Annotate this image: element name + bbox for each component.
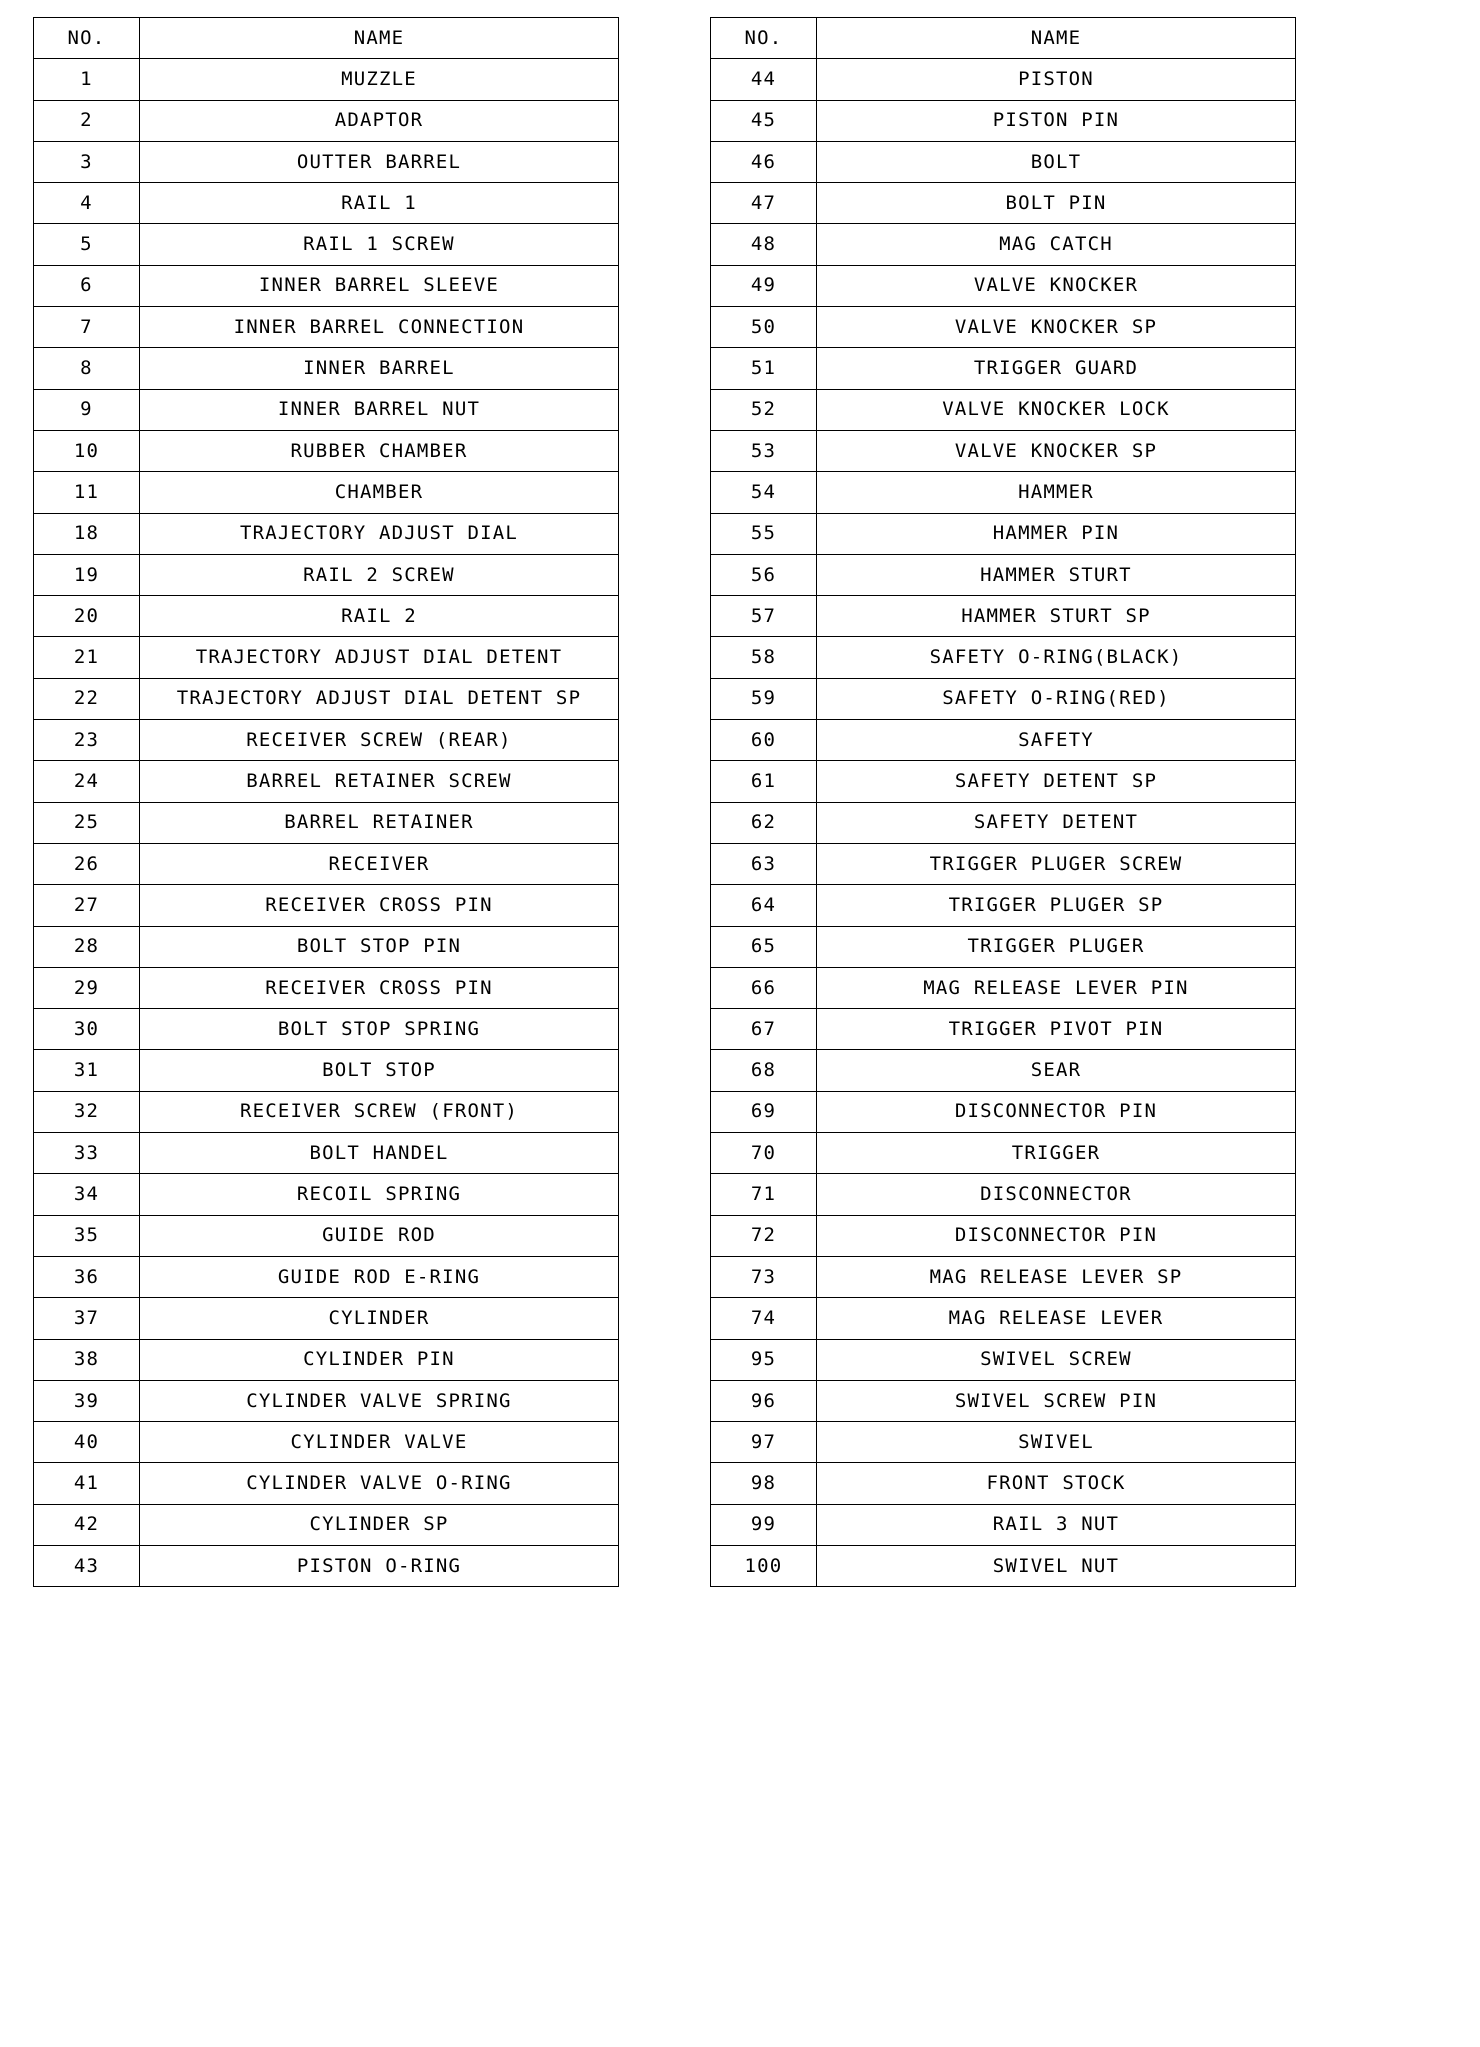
- table-row: [711, 59, 1296, 100]
- cell-no: 60: [711, 720, 817, 761]
- cell-name: RAIL 3 NUT: [817, 1504, 1296, 1545]
- table-row: [711, 1298, 1296, 1339]
- cell-no: 57: [711, 596, 817, 637]
- table-row: [711, 1463, 1296, 1504]
- cell-no: 2: [34, 100, 140, 141]
- table-row: [711, 472, 1296, 513]
- cell-no: 22: [34, 678, 140, 719]
- cell-no: 39: [34, 1380, 140, 1421]
- table-row: [34, 348, 619, 389]
- cell-name: TRAJECTORY ADJUST DIAL DETENT: [140, 637, 619, 678]
- cell-no: 29: [34, 967, 140, 1008]
- cell-name: TRIGGER: [817, 1133, 1296, 1174]
- table-row: [34, 1091, 619, 1132]
- cell-no: 50: [711, 307, 817, 348]
- cell-no: 18: [34, 513, 140, 554]
- cell-name: RAIL 1 SCREW: [140, 224, 619, 265]
- cell-name: SAFETY DETENT: [817, 802, 1296, 843]
- cell-name: MAG RELEASE LEVER PIN: [817, 967, 1296, 1008]
- cell-name: SAFETY DETENT SP: [817, 761, 1296, 802]
- table-row: [34, 307, 619, 348]
- table-row: [34, 1463, 619, 1504]
- column-header-name: NAME: [140, 18, 619, 59]
- table-row: [34, 554, 619, 595]
- cell-name: TRIGGER PLUGER: [817, 926, 1296, 967]
- table-header-row: [34, 18, 619, 59]
- cell-name: INNER BARREL NUT: [140, 389, 619, 430]
- cell-name: SWIVEL NUT: [817, 1545, 1296, 1586]
- cell-no: 21: [34, 637, 140, 678]
- cell-no: 68: [711, 1050, 817, 1091]
- cell-name: SAFETY O-RING(BLACK): [817, 637, 1296, 678]
- cell-no: 40: [34, 1422, 140, 1463]
- cell-no: 65: [711, 926, 817, 967]
- table-row: [711, 678, 1296, 719]
- table-row: [711, 1009, 1296, 1050]
- table-row: [711, 761, 1296, 802]
- cell-name: HAMMER: [817, 472, 1296, 513]
- table-row: [34, 1050, 619, 1091]
- cell-name: RECEIVER SCREW (REAR): [140, 720, 619, 761]
- cell-name: PISTON O-RING: [140, 1545, 619, 1586]
- cell-name: DISCONNECTOR PIN: [817, 1215, 1296, 1256]
- table-row: [711, 720, 1296, 761]
- table-row: [34, 967, 619, 1008]
- cell-name: GUIDE ROD E-RING: [140, 1256, 619, 1297]
- cell-no: 95: [711, 1339, 817, 1380]
- cell-no: 63: [711, 843, 817, 884]
- cell-name: HAMMER STURT SP: [817, 596, 1296, 637]
- cell-name: BARREL RETAINER: [140, 802, 619, 843]
- table-row: [34, 265, 619, 306]
- cell-no: 56: [711, 554, 817, 595]
- cell-no: 61: [711, 761, 817, 802]
- cell-no: 1: [34, 59, 140, 100]
- table-row: [34, 1298, 619, 1339]
- table-row: [711, 100, 1296, 141]
- left-parts-table-body: [34, 18, 619, 1587]
- table-header-row: [711, 18, 1296, 59]
- cell-name: TRIGGER PIVOT PIN: [817, 1009, 1296, 1050]
- table-row: [34, 926, 619, 967]
- cell-no: 23: [34, 720, 140, 761]
- table-row: [711, 843, 1296, 884]
- table-row: [34, 224, 619, 265]
- cell-name: DISCONNECTOR PIN: [817, 1091, 1296, 1132]
- cell-no: 74: [711, 1298, 817, 1339]
- cell-name: SAFETY O-RING(RED): [817, 678, 1296, 719]
- table-row: [34, 1504, 619, 1545]
- cell-no: 3: [34, 141, 140, 182]
- cell-name: BARREL RETAINER SCREW: [140, 761, 619, 802]
- table-row: [711, 926, 1296, 967]
- right-parts-table: [710, 17, 1296, 1587]
- cell-no: 6: [34, 265, 140, 306]
- cell-name: SEAR: [817, 1050, 1296, 1091]
- cell-name: RAIL 2 SCREW: [140, 554, 619, 595]
- cell-name: MAG RELEASE LEVER SP: [817, 1256, 1296, 1297]
- cell-name: VALVE KNOCKER SP: [817, 430, 1296, 471]
- table-row: [711, 1380, 1296, 1421]
- table-row: [711, 1215, 1296, 1256]
- cell-no: 66: [711, 967, 817, 1008]
- cell-no: 42: [34, 1504, 140, 1545]
- cell-no: 54: [711, 472, 817, 513]
- cell-no: 35: [34, 1215, 140, 1256]
- cell-name: PISTON PIN: [817, 100, 1296, 141]
- table-row: [34, 637, 619, 678]
- table-row: [34, 1339, 619, 1380]
- cell-name: RECEIVER CROSS PIN: [140, 967, 619, 1008]
- table-row: [711, 1091, 1296, 1132]
- table-row: [34, 1009, 619, 1050]
- table-row: [34, 678, 619, 719]
- cell-no: 4: [34, 183, 140, 224]
- cell-name: HAMMER STURT: [817, 554, 1296, 595]
- table-row: [34, 802, 619, 843]
- cell-name: PISTON: [817, 59, 1296, 100]
- cell-no: 8: [34, 348, 140, 389]
- table-row: [34, 720, 619, 761]
- cell-no: 64: [711, 885, 817, 926]
- cell-name: MAG CATCH: [817, 224, 1296, 265]
- cell-no: 53: [711, 430, 817, 471]
- cell-no: 49: [711, 265, 817, 306]
- table-row: [711, 1050, 1296, 1091]
- cell-no: 47: [711, 183, 817, 224]
- cell-no: 36: [34, 1256, 140, 1297]
- cell-name: BOLT STOP PIN: [140, 926, 619, 967]
- table-row: [711, 1256, 1296, 1297]
- table-row: [711, 1174, 1296, 1215]
- cell-no: 19: [34, 554, 140, 595]
- table-row: [34, 1133, 619, 1174]
- table-row: [711, 513, 1296, 554]
- table-row: [711, 348, 1296, 389]
- table-row: [711, 1133, 1296, 1174]
- table-row: [34, 389, 619, 430]
- cell-name: RECEIVER CROSS PIN: [140, 885, 619, 926]
- cell-no: 26: [34, 843, 140, 884]
- cell-name: GUIDE ROD: [140, 1215, 619, 1256]
- cell-no: 62: [711, 802, 817, 843]
- cell-no: 28: [34, 926, 140, 967]
- table-row: [34, 513, 619, 554]
- cell-name: MAG RELEASE LEVER: [817, 1298, 1296, 1339]
- cell-name: CYLINDER VALVE: [140, 1422, 619, 1463]
- cell-no: 32: [34, 1091, 140, 1132]
- cell-name: INNER BARREL: [140, 348, 619, 389]
- cell-no: 9: [34, 389, 140, 430]
- cell-no: 96: [711, 1380, 817, 1421]
- cell-name: RECEIVER SCREW (FRONT): [140, 1091, 619, 1132]
- table-row: [711, 885, 1296, 926]
- cell-name: BOLT: [817, 141, 1296, 182]
- cell-no: 33: [34, 1133, 140, 1174]
- left-table-container: [33, 17, 618, 2047]
- cell-no: 20: [34, 596, 140, 637]
- cell-name: BOLT STOP: [140, 1050, 619, 1091]
- cell-name: HAMMER PIN: [817, 513, 1296, 554]
- cell-no: 59: [711, 678, 817, 719]
- cell-name: RAIL 2: [140, 596, 619, 637]
- table-row: [711, 596, 1296, 637]
- cell-name: RECOIL SPRING: [140, 1174, 619, 1215]
- cell-no: 7: [34, 307, 140, 348]
- cell-name: TRIGGER PLUGER SCREW: [817, 843, 1296, 884]
- cell-name: SAFETY: [817, 720, 1296, 761]
- cell-no: 72: [711, 1215, 817, 1256]
- cell-name: CHAMBER: [140, 472, 619, 513]
- cell-no: 46: [711, 141, 817, 182]
- cell-no: 73: [711, 1256, 817, 1297]
- table-row: [711, 554, 1296, 595]
- cell-name: SWIVEL: [817, 1422, 1296, 1463]
- table-row: [711, 389, 1296, 430]
- table-row: [711, 265, 1296, 306]
- table-row: [34, 59, 619, 100]
- cell-no: 27: [34, 885, 140, 926]
- table-row: [34, 1215, 619, 1256]
- cell-no: 44: [711, 59, 817, 100]
- cell-no: 48: [711, 224, 817, 265]
- table-row: [711, 307, 1296, 348]
- cell-no: 55: [711, 513, 817, 554]
- cell-no: 70: [711, 1133, 817, 1174]
- cell-name: TRIGGER PLUGER SP: [817, 885, 1296, 926]
- table-row: [34, 1174, 619, 1215]
- cell-name: BOLT STOP SPRING: [140, 1009, 619, 1050]
- cell-name: BOLT HANDEL: [140, 1133, 619, 1174]
- table-row: [711, 183, 1296, 224]
- cell-name: OUTTER BARREL: [140, 141, 619, 182]
- cell-no: 37: [34, 1298, 140, 1339]
- cell-no: 45: [711, 100, 817, 141]
- cell-name: CYLINDER PIN: [140, 1339, 619, 1380]
- cell-no: 5: [34, 224, 140, 265]
- cell-no: 43: [34, 1545, 140, 1586]
- cell-no: 67: [711, 1009, 817, 1050]
- cell-name: TRIGGER GUARD: [817, 348, 1296, 389]
- cell-no: 98: [711, 1463, 817, 1504]
- cell-no: 97: [711, 1422, 817, 1463]
- table-row: [34, 596, 619, 637]
- cell-name: RUBBER CHAMBER: [140, 430, 619, 471]
- table-row: [34, 1256, 619, 1297]
- table-row: [711, 1422, 1296, 1463]
- cell-no: 100: [711, 1545, 817, 1586]
- cell-no: 10: [34, 430, 140, 471]
- cell-no: 52: [711, 389, 817, 430]
- left-parts-table: [33, 17, 619, 1587]
- cell-name: MUZZLE: [140, 59, 619, 100]
- table-row: [34, 1422, 619, 1463]
- cell-name: VALVE KNOCKER: [817, 265, 1296, 306]
- cell-name: CYLINDER: [140, 1298, 619, 1339]
- cell-name: CYLINDER SP: [140, 1504, 619, 1545]
- cell-name: SWIVEL SCREW PIN: [817, 1380, 1296, 1421]
- table-row: [711, 224, 1296, 265]
- cell-no: 58: [711, 637, 817, 678]
- column-header-no: NO.: [34, 18, 140, 59]
- table-row: [711, 637, 1296, 678]
- cell-no: 38: [34, 1339, 140, 1380]
- table-row: [711, 1545, 1296, 1586]
- table-row: [34, 100, 619, 141]
- table-row: [34, 141, 619, 182]
- column-header-no: NO.: [711, 18, 817, 59]
- table-row: [711, 1504, 1296, 1545]
- cell-name: VALVE KNOCKER SP: [817, 307, 1296, 348]
- cell-no: 30: [34, 1009, 140, 1050]
- cell-name: TRAJECTORY ADJUST DIAL: [140, 513, 619, 554]
- cell-name: INNER BARREL CONNECTION: [140, 307, 619, 348]
- cell-name: RECEIVER: [140, 843, 619, 884]
- cell-name: VALVE KNOCKER LOCK: [817, 389, 1296, 430]
- cell-no: 24: [34, 761, 140, 802]
- cell-no: 31: [34, 1050, 140, 1091]
- cell-name: CYLINDER VALVE O-RING: [140, 1463, 619, 1504]
- cell-no: 99: [711, 1504, 817, 1545]
- cell-no: 34: [34, 1174, 140, 1215]
- cell-no: 11: [34, 472, 140, 513]
- cell-no: 71: [711, 1174, 817, 1215]
- cell-no: 51: [711, 348, 817, 389]
- right-parts-table-body: [711, 18, 1296, 1587]
- cell-name: FRONT STOCK: [817, 1463, 1296, 1504]
- cell-name: ADAPTOR: [140, 100, 619, 141]
- cell-no: 69: [711, 1091, 817, 1132]
- table-row: [34, 430, 619, 471]
- cell-no: 25: [34, 802, 140, 843]
- table-row: [711, 430, 1296, 471]
- table-row: [711, 141, 1296, 182]
- table-row: [34, 183, 619, 224]
- table-row: [34, 885, 619, 926]
- table-row: [34, 1380, 619, 1421]
- table-row: [711, 967, 1296, 1008]
- cell-no: 41: [34, 1463, 140, 1504]
- column-header-name: NAME: [817, 18, 1296, 59]
- table-row: [34, 761, 619, 802]
- cell-name: SWIVEL SCREW: [817, 1339, 1296, 1380]
- table-row: [34, 843, 619, 884]
- right-table-container: [710, 17, 1295, 2047]
- cell-name: RAIL 1: [140, 183, 619, 224]
- table-row: [34, 1545, 619, 1586]
- table-row: [34, 472, 619, 513]
- cell-name: INNER BARREL SLEEVE: [140, 265, 619, 306]
- cell-name: BOLT PIN: [817, 183, 1296, 224]
- cell-name: DISCONNECTOR: [817, 1174, 1296, 1215]
- cell-name: TRAJECTORY ADJUST DIAL DETENT SP: [140, 678, 619, 719]
- cell-name: CYLINDER VALVE SPRING: [140, 1380, 619, 1421]
- table-row: [711, 1339, 1296, 1380]
- table-row: [711, 802, 1296, 843]
